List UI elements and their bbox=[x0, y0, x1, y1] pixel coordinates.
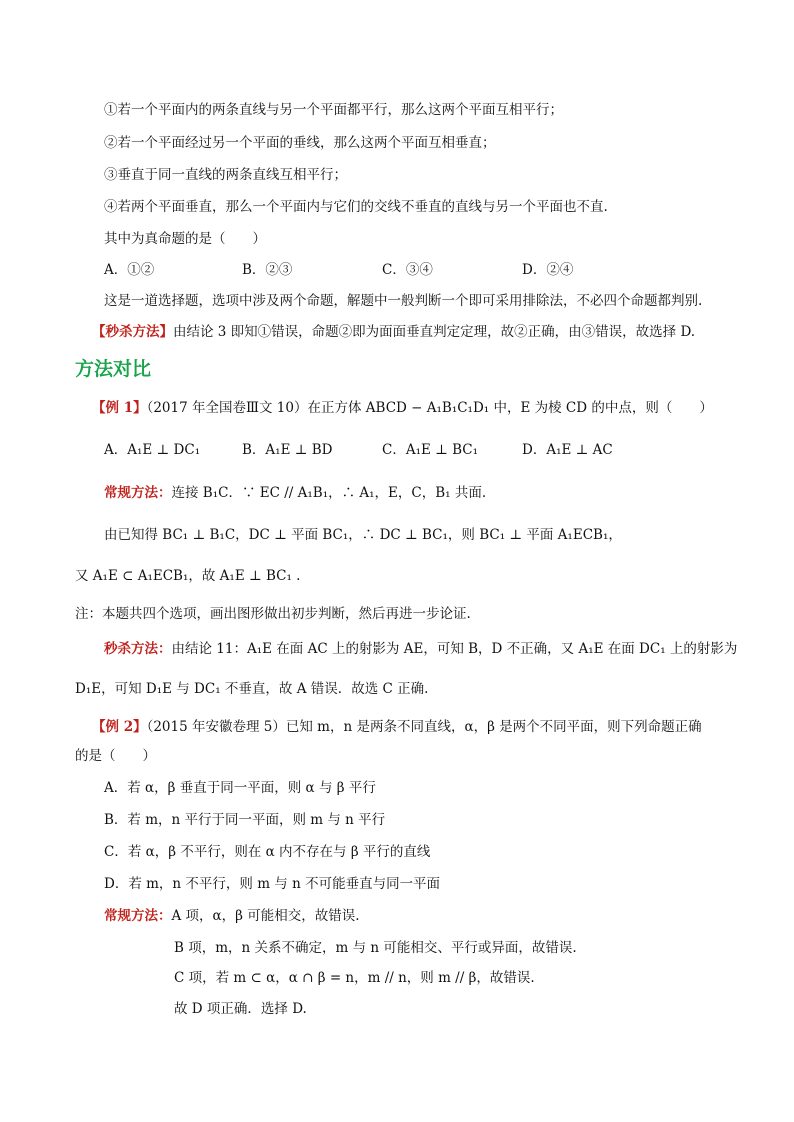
quick-method-text: 由结论 3 即知①错误，命题②即为面面垂直判定定理，故②正确，由③错误，故选择 D. bbox=[173, 324, 696, 340]
example-2-stem-1 bbox=[92, 717, 702, 737]
example-2-label: 【例 2】 bbox=[92, 719, 147, 735]
normal-method-text: 连接 B₁C．∵ EC // A₁B₁，∴ A₁，E，C，B₁ 共面. bbox=[171, 485, 487, 501]
example-1-quick-line-2: D₁E，可知 D₁E 与 DC₁ 不垂直，故 A 错误．故选 C 正确. bbox=[75, 681, 429, 697]
ex2-option-d: D．若 m，n 不平行，则 m 与 n 不可能垂直与同一平面 bbox=[104, 876, 441, 892]
ex2-normal-d: 故 D 项正确．选择 D. bbox=[174, 1001, 307, 1017]
normal-method-label: 常规方法： bbox=[104, 485, 172, 501]
example-1-proof-line-3: 又 A₁E ⊂ A₁ECB₁，故 A₁E ⊥ BC₁ . bbox=[75, 568, 301, 584]
example-1-text: （2017 年全国卷Ⅲ文 10）在正方体 ABCD − A₁B₁C₁D₁ 中，E 为棱 CD 的中点，则（ ） bbox=[146, 400, 713, 416]
example-2-text: （2015 年安徽卷理 5）已知 m，n 是两条不同直线，α，β 是两个不同平面，则下列命题正确 bbox=[146, 719, 702, 735]
proposition-2: ②若一个平面经过另一个平面的垂线，那么这两个平面互相垂直； bbox=[104, 135, 496, 151]
ex1-quick-label: 秒杀方法： bbox=[104, 641, 172, 657]
question-note: 这是一道选择题，选项中涉及两个命题，解题中一般判断一个即可采用排除法，不必四个命题都判别. bbox=[104, 293, 703, 309]
example-1-proof-line-2: 由已知得 BC₁ ⊥ B₁C，DC ⊥ 平面 BC₁，∴ DC ⊥ BC₁，则 BC₁ ⊥ 平面 A₁ECB₁， bbox=[104, 527, 622, 543]
ex2-option-b: B．若 m，n 平行于同一平面，则 m 与 n 平行 bbox=[104, 812, 386, 828]
ex1-option-b: B．A₁E ⊥ BD bbox=[242, 442, 333, 458]
ex2-option-a: A．若 α，β 垂直于同一平面，则 α 与 β 平行 bbox=[104, 780, 376, 796]
example-2-normal-method bbox=[104, 906, 360, 926]
ex2-normal-a: A 项，α，β 可能相交，故错误. bbox=[171, 908, 360, 924]
option-b: B．②③ bbox=[242, 262, 293, 278]
question-prompt: 其中为真命题的是（ ） bbox=[104, 231, 266, 247]
ex2-normal-b: B 项，m，n 关系不确定，m 与 n 可能相交、平行或异面，故错误. bbox=[174, 940, 577, 956]
ex1-option-a: A．A₁E ⊥ DC₁ bbox=[104, 442, 201, 458]
ex1-option-d: D．A₁E ⊥ AC bbox=[522, 442, 613, 458]
example-1-normal-method bbox=[104, 483, 486, 503]
option-c: C．③④ bbox=[382, 262, 433, 278]
ex1-quick-text: 由结论 11：A₁E 在面 AC 上的射影为 AE，可知 B，D 不正确，又 A₁E 在面 DC₁ 上的射影为 bbox=[171, 641, 738, 657]
example-2-stem-2: 的是（ ） bbox=[75, 748, 156, 764]
ex2-normal-label: 常规方法： bbox=[104, 908, 172, 924]
example-1-quick-method bbox=[104, 639, 737, 659]
ex2-option-c: C．若 α，β 不平行，则在 α 内不存在与 β 平行的直线 bbox=[104, 844, 431, 860]
example-1-stem bbox=[92, 398, 713, 418]
ex1-option-c: C．A₁E ⊥ BC₁ bbox=[382, 442, 479, 458]
section-title: 方法对比 bbox=[75, 358, 152, 380]
example-1-note: 注：本题共四个选项，画出图形做出初步判断，然后再进一步论证. bbox=[75, 606, 471, 622]
quick-method-line bbox=[92, 322, 695, 342]
proposition-4: ④若两个平面垂直，那么一个平面内与它们的交线不垂直的直线与另一个平面也不直. bbox=[104, 199, 608, 215]
option-d: D．②④ bbox=[522, 262, 574, 278]
quick-method-label: 【秒杀方法】 bbox=[92, 324, 173, 340]
ex2-normal-c: C 项，若 m ⊂ α，α ∩ β = n，m // n，则 m // β，故错误. bbox=[174, 970, 535, 986]
option-a: A．①② bbox=[104, 262, 155, 278]
proposition-1: ①若一个平面内的两条直线与另一个平面都平行，那么这两个平面互相平行； bbox=[104, 102, 563, 118]
example-1-label: 【例 1】 bbox=[92, 400, 147, 416]
proposition-3: ③垂直于同一直线的两条直线互相平行； bbox=[104, 167, 347, 183]
